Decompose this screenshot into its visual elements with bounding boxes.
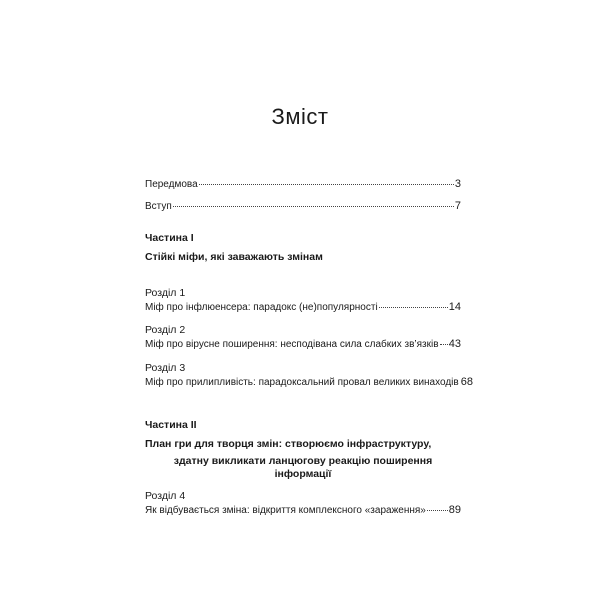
toc-entry-page: 7	[454, 200, 461, 212]
toc-entry-chapter-3[interactable]	[145, 376, 473, 388]
chapter-label: Розділ 2	[145, 324, 186, 336]
front-matter	[145, 178, 461, 212]
toc-entry-label: Вступ	[145, 201, 172, 212]
part-title: Стійкі міфи, які заважають змінам	[145, 251, 323, 263]
toc-entry-label: Передмова	[145, 179, 198, 190]
toc-entry-label: Міф про інфлюенсера: парадокс (не)популярності	[145, 302, 378, 313]
toc-title: Зміст	[271, 104, 329, 129]
part-title-line-1: План гри для творця змін: створюємо інфраструктуру,	[145, 438, 432, 450]
part-label: Частина I	[145, 232, 194, 244]
dot-leader	[379, 306, 448, 308]
toc-entry-chapter-4[interactable]	[145, 504, 461, 516]
toc-entry-label: Міф про прилипливість: парадоксальний провал великих винаходів	[145, 377, 459, 388]
toc-entry-page: 43	[448, 338, 461, 350]
toc-entry-page: 68	[460, 376, 473, 388]
toc-entry-label: Міф про вірусне поширення: несподівана сила слабких зв’язків	[145, 339, 439, 350]
toc-entry-label: Як відбувається зміна: відкриття комплексного «зараження»	[145, 505, 426, 516]
toc-entry-page: 14	[448, 301, 461, 313]
dot-leader	[440, 343, 448, 345]
toc-entry-page: 89	[448, 504, 461, 516]
toc-entry-preface[interactable]	[145, 178, 461, 190]
chapter-1	[145, 287, 461, 313]
dot-leader	[427, 509, 448, 511]
dot-leader	[173, 205, 454, 207]
chapter-label: Розділ 1	[145, 287, 186, 299]
chapter-label: Розділ 4	[145, 490, 186, 502]
part-label: Частина II	[145, 419, 197, 431]
chapter-3	[145, 362, 473, 388]
toc-entry-chapter-2[interactable]	[145, 338, 461, 350]
part-2-heading	[145, 419, 461, 481]
toc-entry-intro[interactable]	[145, 200, 461, 212]
toc-entry-page: 3	[454, 178, 461, 190]
chapter-4	[145, 490, 461, 516]
chapter-label: Розділ 3	[145, 362, 186, 374]
part-1-heading	[145, 232, 461, 264]
toc-entry-chapter-1[interactable]	[145, 301, 461, 313]
dot-leader	[199, 183, 454, 185]
part-title-line-2: здатну викликати ланцюгову реакцію поширення інформації	[173, 455, 433, 480]
chapter-2	[145, 324, 461, 350]
